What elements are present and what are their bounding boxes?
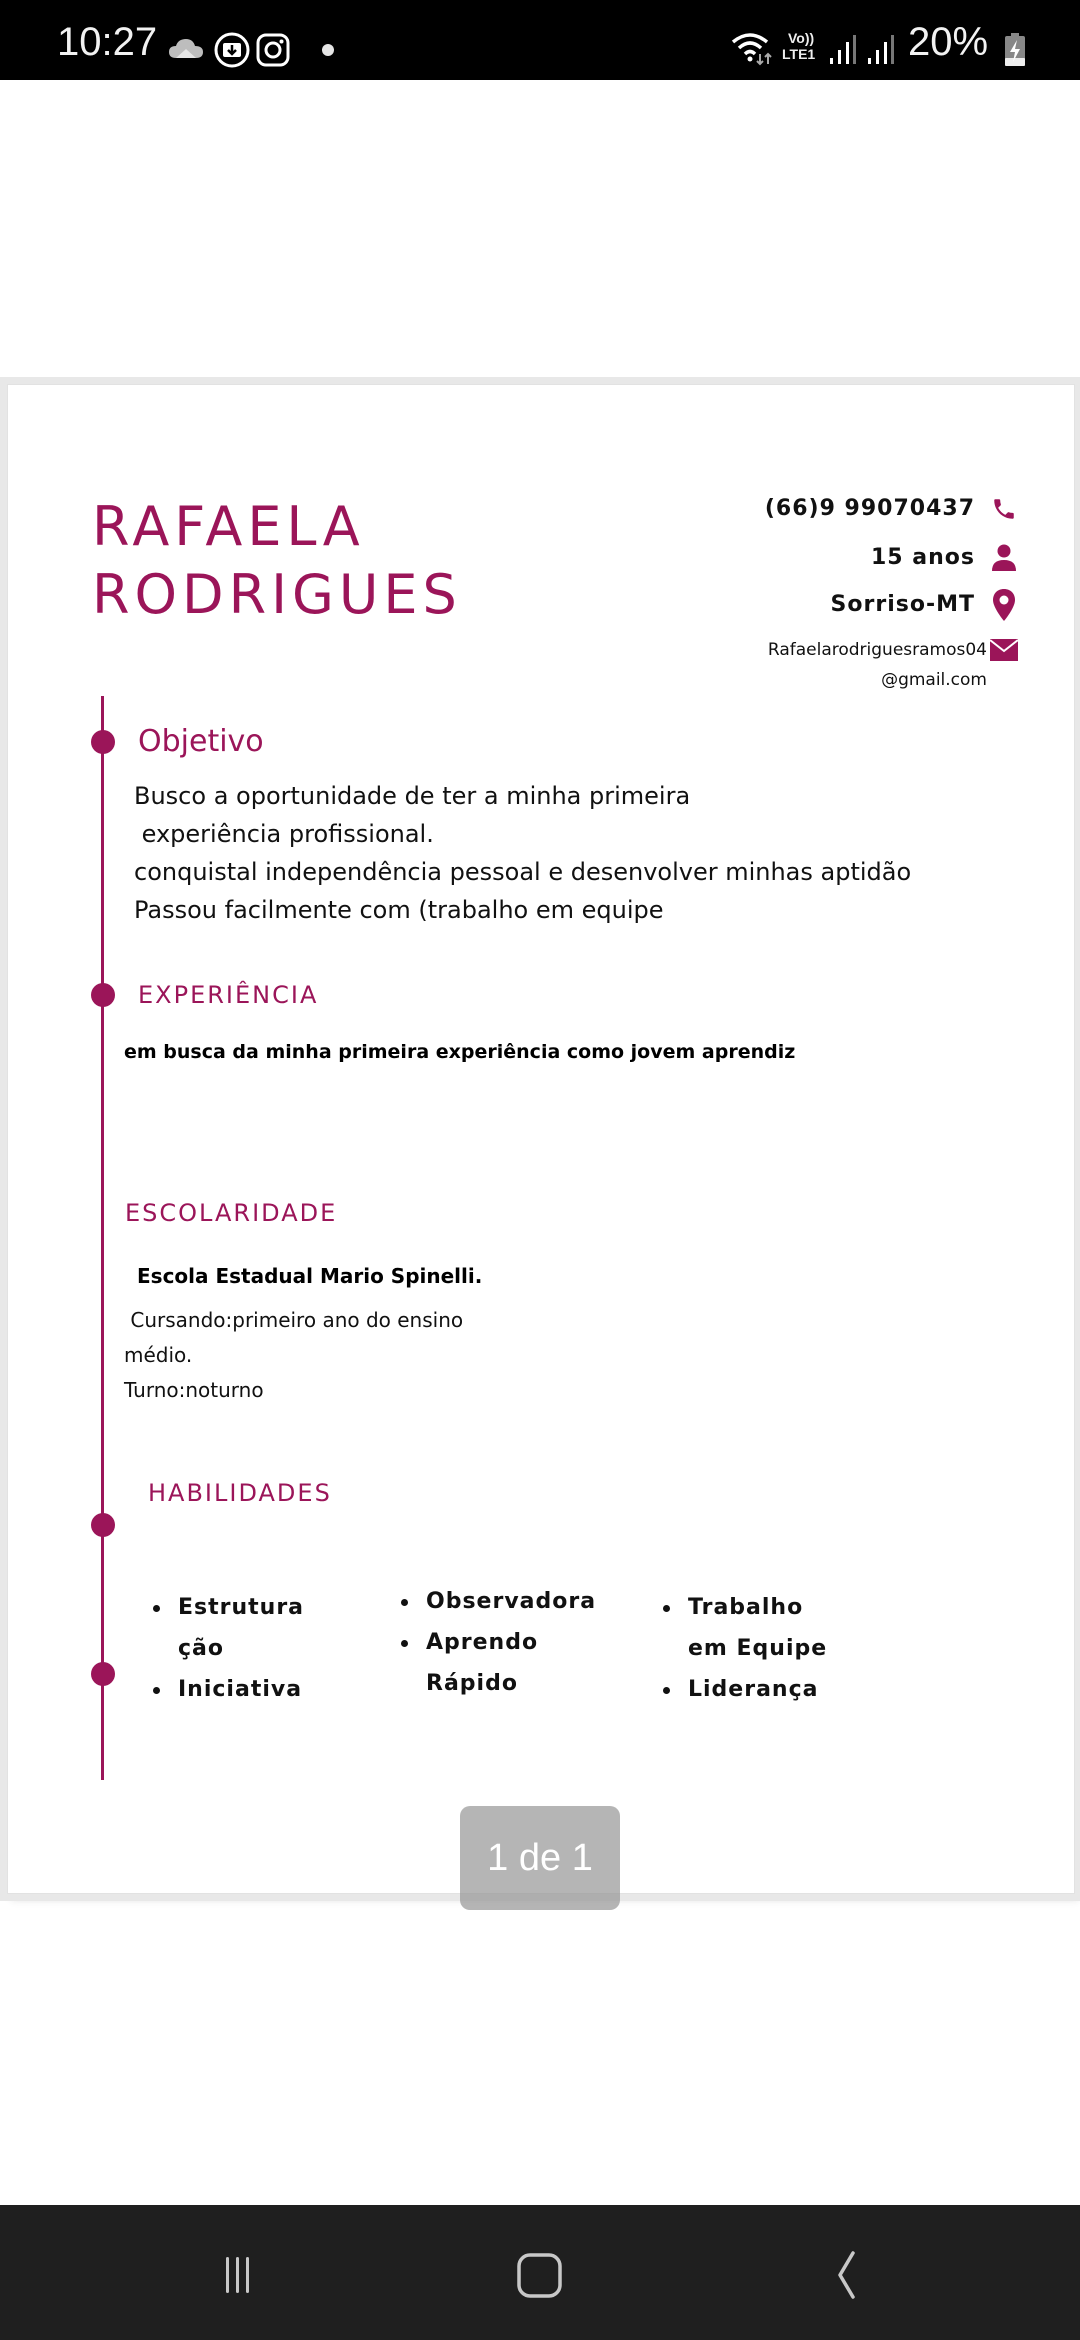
skill-item <box>401 1622 641 1704</box>
skills-column-3 <box>663 1587 903 1710</box>
skill-text-line: em Equipe <box>688 1636 828 1661</box>
contact-block <box>599 491 1019 695</box>
skill-text-line: Trabalho <box>688 1595 804 1620</box>
battery-percent: 20% <box>908 20 989 64</box>
instagram-icon <box>256 33 290 67</box>
experience-title: EXPERIÊNCIA <box>138 981 319 1009</box>
school-name: Escola Estadual Mario Spinelli. <box>137 1264 483 1288</box>
skills-column-1 <box>153 1587 373 1710</box>
skill-text <box>178 1587 373 1669</box>
contact-phone-row <box>599 491 1019 527</box>
skill-item <box>153 1669 373 1710</box>
skill-text-line: Estrutura <box>178 1595 305 1620</box>
skill-text <box>688 1587 903 1669</box>
volte-label: Vo)) <box>788 30 815 46</box>
status-bar <box>0 0 1080 80</box>
contact-age-row <box>599 540 1019 576</box>
resume-page[interactable] <box>7 384 1075 1894</box>
wifi-icon <box>730 30 780 66</box>
objective-line: conquistal independência pessoal e desenvolver minhas aptidão <box>134 858 912 886</box>
signal-1-icon <box>828 34 856 66</box>
contact-email-row-2 <box>599 665 1019 695</box>
skills-column-2 <box>401 1581 641 1704</box>
skill-item <box>663 1669 903 1710</box>
status-time: 10:27 <box>57 20 158 64</box>
timeline-dot-experience <box>91 983 115 1007</box>
skill-text-line: Rápido <box>426 1671 518 1696</box>
skill-text <box>426 1622 641 1704</box>
lte-label: LTE1 <box>782 46 816 62</box>
contact-email-row <box>599 635 1019 665</box>
name-last: RODRIGUES <box>92 563 462 626</box>
recents-icon <box>213 2250 263 2300</box>
skill-text-line: Aprendo <box>426 1630 539 1655</box>
skill-item <box>401 1581 641 1622</box>
email-line-2: @gmail.com <box>881 670 987 690</box>
navigation-bar <box>0 2205 1080 2340</box>
education-shift: Turno:noturno <box>124 1378 264 1402</box>
age: 15 anos <box>871 545 975 570</box>
home-button[interactable] <box>505 2245 575 2305</box>
education-details <box>124 1303 463 1408</box>
page-indicator: 1 de 1 <box>460 1806 620 1910</box>
education-course: Cursando:primeiro ano do ensino <box>124 1308 464 1332</box>
contact-city-row <box>599 587 1019 623</box>
recents-button[interactable] <box>203 2245 273 2305</box>
email-line-1: Rafaelarodriguesramos04 <box>767 640 987 660</box>
back-icon <box>818 2250 868 2300</box>
onedrive-cloud-icon <box>168 36 204 62</box>
person-icon <box>989 543 1019 573</box>
battery-charging-icon <box>1004 33 1026 67</box>
city: Sorriso-MT <box>830 592 975 617</box>
skill-text <box>178 1669 373 1710</box>
notification-dot-icon <box>322 44 334 56</box>
education-title: ESCOLARIDADE <box>125 1199 338 1227</box>
skill-text-line: Iniciativa <box>178 1677 303 1702</box>
name-first: RAFAELA <box>92 495 365 558</box>
location-pin-icon <box>989 590 1019 620</box>
experience-text: em busca da minha primeira experiência como jovem aprendiz <box>124 1041 796 1063</box>
objective-line: Busco a oportunidade de ter a minha primeira <box>134 782 691 810</box>
skill-item <box>663 1587 903 1669</box>
timeline-dot-skills-1 <box>91 1513 115 1537</box>
timeline-dot-objective <box>91 730 115 754</box>
objective-line: Passou facilmente com (trabalho em equipe <box>134 896 664 924</box>
skill-text <box>426 1581 641 1622</box>
phone-number: (66)9 99070437 <box>764 496 975 521</box>
objective-line: experiência profissional. <box>134 820 434 848</box>
skill-item <box>153 1587 373 1669</box>
skill-text-line: Observadora <box>426 1589 597 1614</box>
volte-icon <box>782 30 815 62</box>
back-button[interactable] <box>808 2245 878 2305</box>
timeline-line <box>101 696 104 1780</box>
skills-title: HABILIDADES <box>148 1479 332 1507</box>
candidate-name <box>92 493 462 629</box>
skill-text-line: ção <box>178 1636 225 1661</box>
download-icon <box>213 31 251 69</box>
envelope-icon <box>989 635 1019 665</box>
objective-text <box>134 777 1054 929</box>
objective-title: Objetivo <box>138 724 264 759</box>
signal-2-icon <box>866 34 894 66</box>
home-icon <box>515 2250 565 2300</box>
skill-text <box>688 1669 903 1710</box>
skill-text-line: Liderança <box>688 1677 819 1702</box>
education-course-cont: médio. <box>124 1343 193 1367</box>
phone-icon <box>989 494 1019 524</box>
timeline-dot-skills-2 <box>91 1662 115 1686</box>
